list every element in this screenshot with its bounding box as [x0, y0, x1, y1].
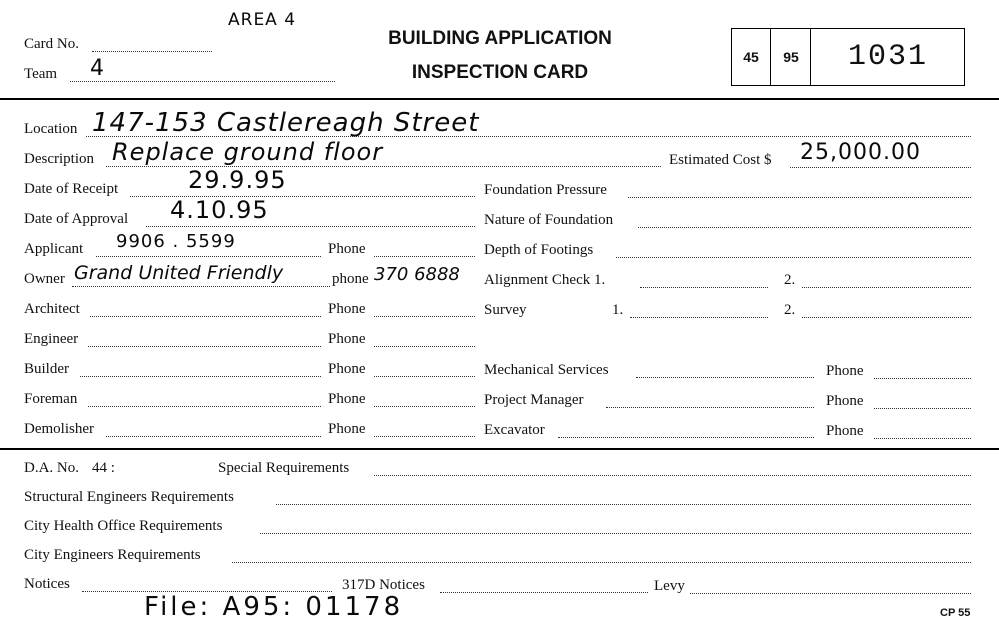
form-title-line1: BUILDING APPLICATION [388, 28, 612, 49]
date-of-receipt-label: Date of Receipt [24, 181, 119, 197]
engineer-label: Engineer [24, 331, 79, 347]
alignment-check-line-1 [640, 287, 768, 288]
notices-317d-label: 317D Notices [342, 577, 425, 593]
team-label: Team [24, 66, 58, 82]
middle-rule [0, 448, 999, 450]
architect-line [90, 316, 321, 317]
description-value: Replace ground floor [112, 138, 384, 166]
builder-phone-line [374, 376, 475, 377]
header-rule [0, 98, 999, 100]
levy-line [690, 593, 971, 594]
location-value: 147-153 Castlereagh Street [92, 108, 480, 138]
da-no-value: 44 : [92, 460, 115, 476]
demolisher-phone-line [374, 436, 475, 437]
project-manager-label: Project Manager [484, 392, 584, 408]
notices-317d-line [440, 592, 648, 593]
special-requirements-line [374, 475, 971, 476]
survey-line-1 [630, 317, 768, 318]
architect-phone-label: Phone [328, 301, 366, 317]
team-value: 4 [90, 56, 105, 81]
file-note: File: A95: 01178 [144, 592, 404, 622]
architect-label: Architect [24, 301, 80, 317]
box-cell-2: 95 [772, 29, 811, 85]
applicant-value: 9906 . 5599 [116, 231, 236, 252]
foundation-pressure-line [628, 197, 971, 198]
foreman-phone-line [374, 406, 475, 407]
applicant-label: Applicant [24, 241, 84, 257]
foreman-line [88, 406, 321, 407]
demolisher-line [106, 436, 321, 437]
foundation-pressure-label: Foundation Pressure [484, 182, 607, 198]
foreman-phone-label: Phone [328, 391, 366, 407]
architect-phone-line [374, 316, 475, 317]
owner-value: Grand United Friendly [74, 262, 284, 284]
location-label: Location [24, 121, 78, 137]
description-label: Description [24, 151, 94, 167]
alignment-check-line-2 [802, 287, 971, 288]
owner-line [72, 286, 330, 287]
form-title-line2: INSPECTION CARD [411, 62, 589, 83]
builder-phone-label: Phone [328, 361, 366, 377]
demolisher-label: Demolisher [24, 421, 94, 437]
nature-of-foundation-line [638, 227, 971, 228]
project-manager-line [606, 407, 814, 408]
box-cell-1: 45 [732, 29, 771, 85]
area-note: AREA 4 [228, 10, 297, 30]
date-of-receipt-value: 29.9.95 [188, 166, 287, 194]
city-engineers-line [232, 562, 971, 563]
applicant-phone-line [374, 256, 475, 257]
card-no-line [92, 51, 212, 52]
form-code: CP 55 [940, 607, 971, 619]
project-manager-phone-line [874, 408, 971, 409]
nature-of-foundation-label: Nature of Foundation [484, 212, 614, 228]
alignment-check-2-label: 2. [784, 272, 796, 288]
da-no-label: D.A. No. [24, 460, 79, 476]
owner-label: Owner [24, 271, 65, 287]
alignment-check-label: Alignment Check 1. [484, 272, 606, 288]
builder-label: Builder [24, 361, 69, 377]
engineer-phone-label: Phone [328, 331, 366, 347]
excavator-phone-label: Phone [826, 423, 864, 439]
city-engineers-label: City Engineers Requirements [24, 547, 201, 563]
structural-engineers-label: Structural Engineers Requirements [24, 489, 234, 505]
applicant-phone-label: Phone [328, 241, 366, 257]
estimated-cost-value: 25,000.00 [800, 140, 921, 165]
demolisher-phone-label: Phone [328, 421, 366, 437]
structural-engineers-line [276, 504, 971, 505]
mechanical-phone-label: Phone [826, 363, 864, 379]
depth-of-footings-label: Depth of Footings [484, 242, 594, 258]
excavator-phone-line [874, 438, 971, 439]
special-requirements-label: Special Requirements [218, 460, 350, 476]
card-number-box [731, 28, 965, 86]
survey-1-label: 1. [612, 302, 624, 318]
date-of-approval-label: Date of Approval [24, 211, 129, 227]
card-number: 1031 [847, 40, 928, 74]
levy-label: Levy [654, 578, 685, 594]
card-no-label: Card No. [24, 36, 79, 52]
depth-of-footings-line [616, 257, 971, 258]
excavator-label: Excavator [484, 422, 545, 438]
date-of-approval-line [146, 226, 475, 227]
city-health-line [260, 533, 971, 534]
city-health-label: City Health Office Requirements [24, 518, 223, 534]
applicant-line [96, 256, 321, 257]
survey-line-2 [802, 317, 971, 318]
mechanical-services-label: Mechanical Services [484, 362, 609, 378]
estimated-cost-label: Estimated Cost $ [669, 152, 772, 168]
survey-2-label: 2. [784, 302, 796, 318]
owner-phone-label: phone [332, 271, 369, 287]
mechanical-services-line [636, 377, 814, 378]
excavator-line [558, 437, 814, 438]
engineer-phone-line [374, 346, 475, 347]
estimated-cost-line [790, 167, 971, 168]
foreman-label: Foreman [24, 391, 78, 407]
owner-phone-value: 370 6888 [374, 264, 460, 285]
mechanical-phone-line [874, 378, 971, 379]
project-manager-phone-label: Phone [826, 393, 864, 409]
notices-label: Notices [24, 576, 70, 592]
survey-label: Survey [484, 302, 527, 318]
builder-line [80, 376, 321, 377]
team-line [70, 81, 335, 82]
engineer-line [88, 346, 321, 347]
date-of-approval-value: 4.10.95 [170, 196, 269, 224]
